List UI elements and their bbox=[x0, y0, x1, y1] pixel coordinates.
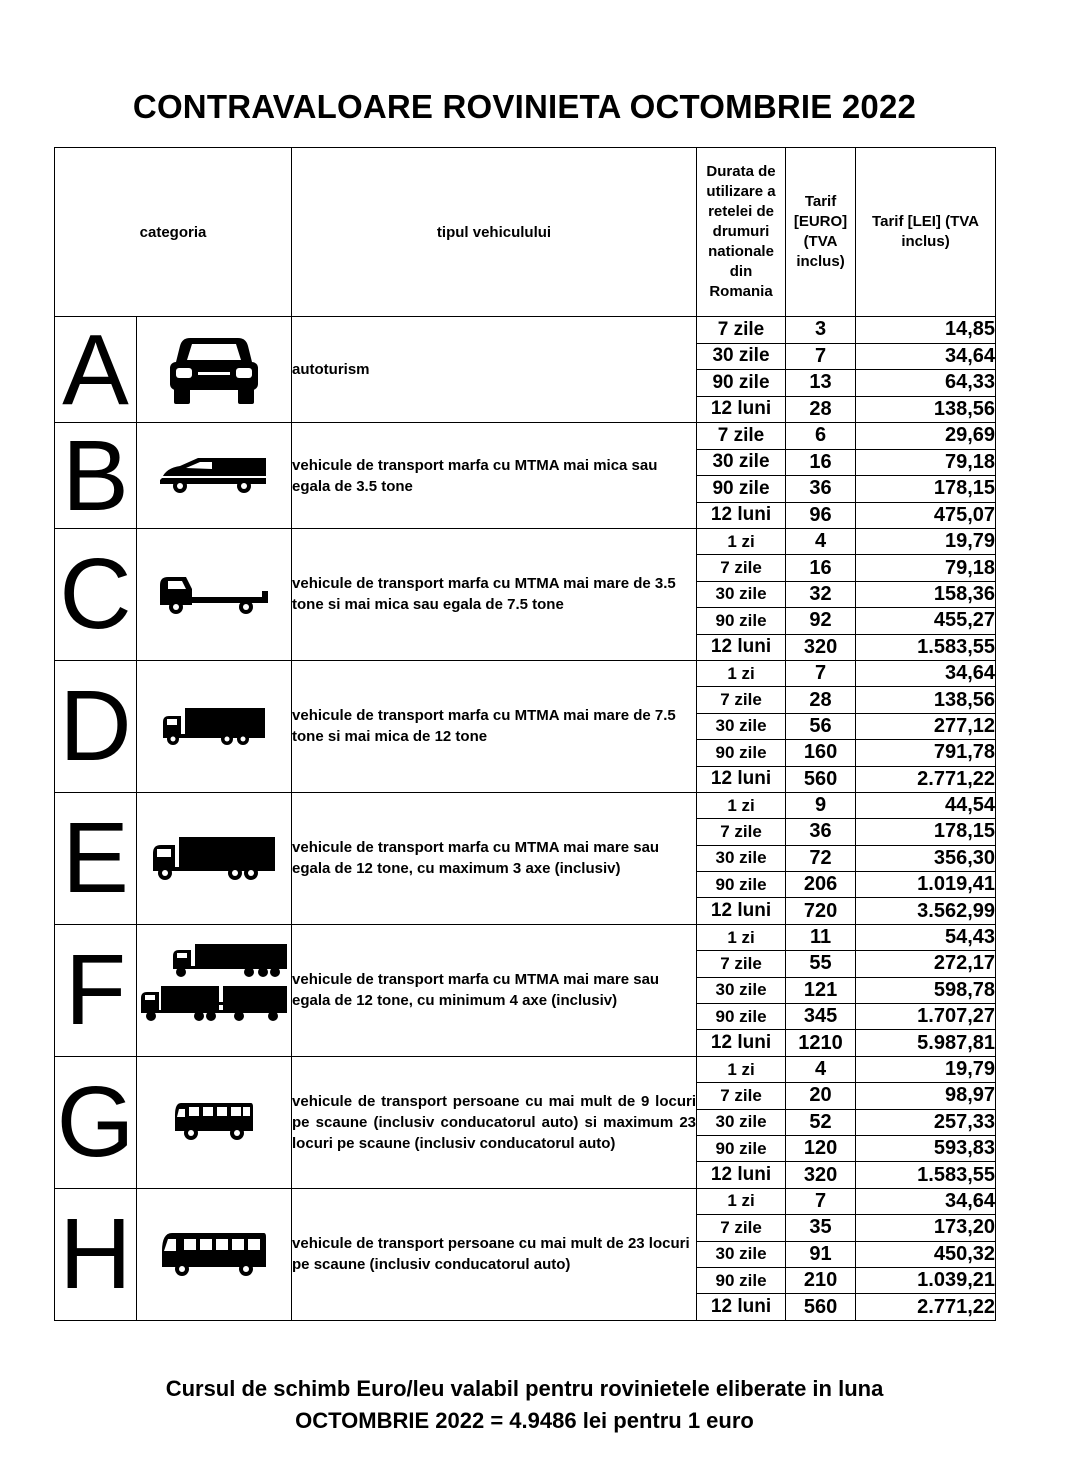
tarif-lei-cell: 98,97 bbox=[856, 1083, 996, 1109]
van-icon bbox=[137, 423, 292, 529]
header-tarif-euro: Tarif [EURO] (TVA inclus) bbox=[786, 148, 856, 317]
duration-cell: 7 zile bbox=[697, 423, 786, 450]
rovinieta-table bbox=[54, 147, 996, 1321]
table-row bbox=[55, 423, 996, 450]
car-front-icon bbox=[137, 317, 292, 423]
tarif-euro-cell: 16 bbox=[786, 449, 856, 476]
duration-cell: 1 zi bbox=[697, 660, 786, 686]
duration-cell: 90 zile bbox=[697, 476, 786, 503]
category-letter: F bbox=[55, 924, 137, 1056]
duration-cell: 90 zile bbox=[697, 1267, 786, 1293]
tarif-euro-cell: 206 bbox=[786, 872, 856, 898]
duration-cell: 12 luni bbox=[697, 502, 786, 529]
table-row bbox=[55, 792, 996, 818]
duration-cell: 12 luni bbox=[697, 766, 786, 792]
tarif-euro-cell: 36 bbox=[786, 476, 856, 503]
duration-cell: 12 luni bbox=[697, 1162, 786, 1188]
tarif-euro-cell: 560 bbox=[786, 1294, 856, 1320]
duration-cell: 30 zile bbox=[697, 343, 786, 370]
vehicle-type-description: autoturism bbox=[292, 317, 697, 423]
duration-cell: 90 zile bbox=[697, 608, 786, 634]
tarif-euro-cell: 91 bbox=[786, 1241, 856, 1267]
tarif-lei-cell: 3.562,99 bbox=[856, 898, 996, 924]
tarif-lei-cell: 64,33 bbox=[856, 370, 996, 397]
truck-trailer-icon bbox=[137, 924, 292, 1056]
tarif-euro-cell: 20 bbox=[786, 1083, 856, 1109]
category-letter: H bbox=[55, 1188, 137, 1320]
tarif-euro-cell: 7 bbox=[786, 660, 856, 686]
tarif-euro-cell: 13 bbox=[786, 370, 856, 397]
duration-cell: 30 zile bbox=[697, 1109, 786, 1135]
duration-cell: 90 zile bbox=[697, 1135, 786, 1161]
duration-cell: 12 luni bbox=[697, 1030, 786, 1056]
tarif-euro-cell: 4 bbox=[786, 1056, 856, 1082]
tarif-euro-cell: 55 bbox=[786, 951, 856, 977]
duration-cell: 7 zile bbox=[697, 317, 786, 344]
tarif-euro-cell: 1210 bbox=[786, 1030, 856, 1056]
table-body bbox=[55, 313, 996, 1321]
tarif-euro-cell: 345 bbox=[786, 1004, 856, 1030]
tarif-euro-cell: 92 bbox=[786, 608, 856, 634]
duration-cell: 7 zile bbox=[697, 687, 786, 713]
duration-cell: 12 luni bbox=[697, 1294, 786, 1320]
table-row bbox=[55, 317, 996, 344]
vehicle-type-description: vehicule de transport marfa cu MTMA mai mare sau egala de 12 tone, cu minimum 4 axe (inclusiv) bbox=[292, 924, 697, 1056]
tarif-euro-cell: 28 bbox=[786, 396, 856, 423]
tarif-euro-cell: 120 bbox=[786, 1135, 856, 1161]
tarif-lei-cell: 138,56 bbox=[856, 396, 996, 423]
tarif-lei-cell: 173,20 bbox=[856, 1215, 996, 1241]
category-letter: C bbox=[55, 529, 137, 661]
tarif-lei-cell: 2.771,22 bbox=[856, 1294, 996, 1320]
duration-cell: 7 zile bbox=[697, 1083, 786, 1109]
tarif-lei-cell: 277,12 bbox=[856, 713, 996, 739]
table-row bbox=[55, 1056, 996, 1082]
category-letter: B bbox=[55, 423, 137, 529]
header-categoria: categoria bbox=[55, 148, 292, 317]
page-title: CONTRAVALOARE ROVINIETA OCTOMBRIE 2022 bbox=[132, 88, 917, 125]
category-letter: E bbox=[55, 792, 137, 924]
duration-cell: 1 zi bbox=[697, 1188, 786, 1214]
tarif-euro-cell: 32 bbox=[786, 581, 856, 607]
tarif-euro-cell: 210 bbox=[786, 1267, 856, 1293]
vehicle-type-description: vehicule de transport persoane cu mai mult de 9 locuri pe scaune (inclusiv conducatorul auto) si maximum 23 locuri pe scaune (inclusiv conducatorul auto) bbox=[292, 1056, 697, 1188]
header-row bbox=[55, 148, 996, 317]
tarif-euro-cell: 320 bbox=[786, 634, 856, 660]
table-row bbox=[55, 660, 996, 686]
duration-cell: 30 zile bbox=[697, 713, 786, 739]
tarif-euro-cell: 6 bbox=[786, 423, 856, 450]
duration-cell: 90 zile bbox=[697, 872, 786, 898]
tarif-lei-cell: 455,27 bbox=[856, 608, 996, 634]
duration-cell: 30 zile bbox=[697, 977, 786, 1003]
tarif-lei-cell: 54,43 bbox=[856, 924, 996, 950]
tarif-lei-cell: 2.771,22 bbox=[856, 766, 996, 792]
header-tarif-lei: Tarif [LEI] (TVA inclus) bbox=[856, 148, 996, 317]
tarif-lei-cell: 44,54 bbox=[856, 792, 996, 818]
table-row bbox=[55, 529, 996, 555]
flatbed-truck-icon bbox=[137, 529, 292, 661]
header-tipul-vehiculului: tipul vehiculului bbox=[292, 148, 697, 317]
duration-cell: 30 zile bbox=[697, 845, 786, 871]
tarif-lei-cell: 34,64 bbox=[856, 343, 996, 370]
tarif-euro-cell: 7 bbox=[786, 1188, 856, 1214]
category-letter: D bbox=[55, 660, 137, 792]
tarif-lei-cell: 356,30 bbox=[856, 845, 996, 871]
vehicle-type-description: vehicule de transport persoane cu mai mult de 23 locuri pe scaune (inclusiv conducatorul auto) bbox=[292, 1188, 697, 1320]
footer-line-2: OCTOMBRIE 2022 = 4.9486 lei pentru 1 euro bbox=[295, 1408, 754, 1433]
tarif-lei-cell: 5.987,81 bbox=[856, 1030, 996, 1056]
tarif-euro-cell: 7 bbox=[786, 343, 856, 370]
tarif-euro-cell: 36 bbox=[786, 819, 856, 845]
header-durata: Durata de utilizare a retelei de drumuri nationale din Romania bbox=[697, 148, 786, 317]
tarif-lei-cell: 138,56 bbox=[856, 687, 996, 713]
tarif-euro-cell: 121 bbox=[786, 977, 856, 1003]
tarif-euro-cell: 52 bbox=[786, 1109, 856, 1135]
tarif-lei-cell: 593,83 bbox=[856, 1135, 996, 1161]
tarif-euro-cell: 3 bbox=[786, 317, 856, 344]
tarif-lei-cell: 178,15 bbox=[856, 476, 996, 503]
duration-cell: 1 zi bbox=[697, 792, 786, 818]
category-letter: A bbox=[55, 317, 137, 423]
vehicle-type-description: vehicule de transport marfa cu MTMA mai mare de 3.5 tone si mai mica sau egala de 7.5 tone bbox=[292, 529, 697, 661]
duration-cell: 12 luni bbox=[697, 898, 786, 924]
tarif-lei-cell: 1.583,55 bbox=[856, 1162, 996, 1188]
duration-cell: 90 zile bbox=[697, 1004, 786, 1030]
duration-cell: 12 luni bbox=[697, 396, 786, 423]
duration-cell: 7 zile bbox=[697, 951, 786, 977]
table-row bbox=[55, 1188, 996, 1214]
tarif-euro-cell: 160 bbox=[786, 740, 856, 766]
duration-cell: 12 luni bbox=[697, 634, 786, 660]
tarif-lei-cell: 257,33 bbox=[856, 1109, 996, 1135]
tarif-lei-cell: 19,79 bbox=[856, 529, 996, 555]
tarif-euro-cell: 96 bbox=[786, 502, 856, 529]
vehicle-type-description: vehicule de transport marfa cu MTMA mai mare sau egala de 12 tone, cu maximum 3 axe (inclusiv) bbox=[292, 792, 697, 924]
tarif-euro-cell: 28 bbox=[786, 687, 856, 713]
tarif-lei-cell: 1.019,41 bbox=[856, 872, 996, 898]
duration-cell: 90 zile bbox=[697, 740, 786, 766]
tarif-lei-cell: 14,85 bbox=[856, 317, 996, 344]
tarif-lei-cell: 34,64 bbox=[856, 660, 996, 686]
tarif-lei-cell: 34,64 bbox=[856, 1188, 996, 1214]
tarif-euro-cell: 9 bbox=[786, 792, 856, 818]
tarif-lei-cell: 79,18 bbox=[856, 449, 996, 476]
duration-cell: 90 zile bbox=[697, 370, 786, 397]
tarif-lei-cell: 178,15 bbox=[856, 819, 996, 845]
duration-cell: 30 zile bbox=[697, 449, 786, 476]
tarif-euro-cell: 16 bbox=[786, 555, 856, 581]
tarif-euro-cell: 11 bbox=[786, 924, 856, 950]
footer-line-1: Cursul de schimb Euro/leu valabil pentru rovinietele eliberate in luna bbox=[165, 1376, 884, 1401]
duration-cell: 7 zile bbox=[697, 819, 786, 845]
tarif-euro-cell: 720 bbox=[786, 898, 856, 924]
table-row bbox=[55, 924, 996, 950]
vehicle-type-description: vehicule de transport marfa cu MTMA mai mare de 7.5 tone si mai mica de 12 tone bbox=[292, 660, 697, 792]
tarif-lei-cell: 1.039,21 bbox=[856, 1267, 996, 1293]
tarif-euro-cell: 35 bbox=[786, 1215, 856, 1241]
tarif-euro-cell: 320 bbox=[786, 1162, 856, 1188]
box-truck-icon bbox=[137, 660, 292, 792]
tarif-euro-cell: 72 bbox=[786, 845, 856, 871]
tarif-euro-cell: 56 bbox=[786, 713, 856, 739]
tarif-lei-cell: 791,78 bbox=[856, 740, 996, 766]
tarif-lei-cell: 1.707,27 bbox=[856, 1004, 996, 1030]
duration-cell: 1 zi bbox=[697, 1056, 786, 1082]
tarif-lei-cell: 79,18 bbox=[856, 555, 996, 581]
heavy-truck-icon bbox=[137, 792, 292, 924]
tarif-lei-cell: 272,17 bbox=[856, 951, 996, 977]
duration-cell: 7 zile bbox=[697, 1215, 786, 1241]
tarif-lei-cell: 450,32 bbox=[856, 1241, 996, 1267]
duration-cell: 30 zile bbox=[697, 581, 786, 607]
bus-icon bbox=[137, 1188, 292, 1320]
tarif-lei-cell: 29,69 bbox=[856, 423, 996, 450]
category-letter: G bbox=[55, 1056, 137, 1188]
duration-cell: 30 zile bbox=[697, 1241, 786, 1267]
vehicle-type-description: vehicule de transport marfa cu MTMA mai mica sau egala de 3.5 tone bbox=[292, 423, 697, 529]
tarif-euro-cell: 4 bbox=[786, 529, 856, 555]
minibus-icon bbox=[137, 1056, 292, 1188]
duration-cell: 1 zi bbox=[697, 529, 786, 555]
duration-cell: 7 zile bbox=[697, 555, 786, 581]
tarif-lei-cell: 19,79 bbox=[856, 1056, 996, 1082]
tarif-lei-cell: 158,36 bbox=[856, 581, 996, 607]
duration-cell: 1 zi bbox=[697, 924, 786, 950]
tarif-lei-cell: 1.583,55 bbox=[856, 634, 996, 660]
tarif-lei-cell: 475,07 bbox=[856, 502, 996, 529]
tarif-euro-cell: 560 bbox=[786, 766, 856, 792]
tarif-lei-cell: 598,78 bbox=[856, 977, 996, 1003]
